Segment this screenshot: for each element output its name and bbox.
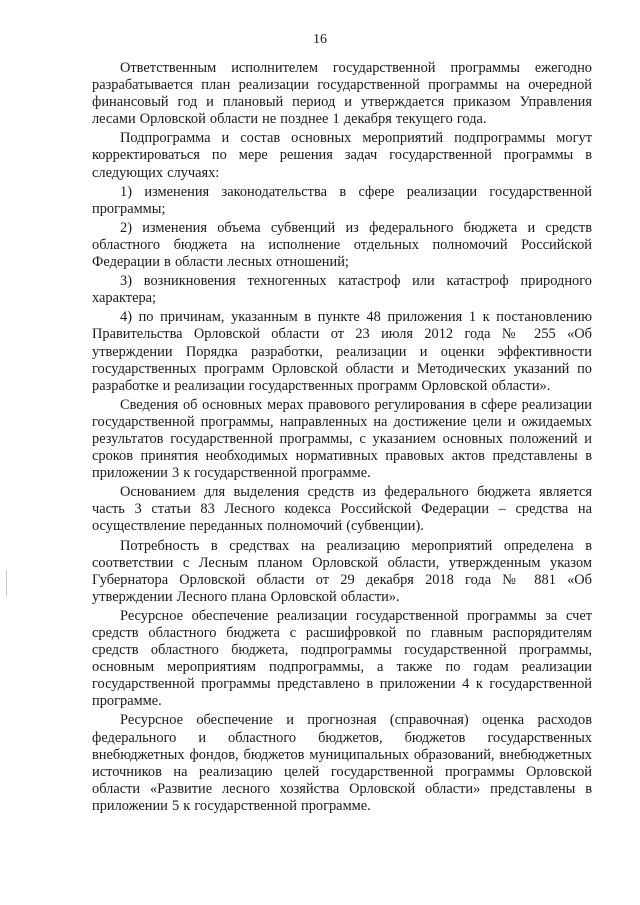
paragraph-regional-budget-resources: Ресурсное обеспечение реализации государственной программы за счет средств областного бюджета с расшифровкой по главным распорядителям средств областного бюджета, подпрограммы государственной программы, основным мероприятиям подпрограммы, а также по годам реализации государственной программы представлено в приложении 4 к государственной программе. [92, 607, 592, 710]
paragraph-adjustment-intro: Подпрограмма и состав основных мероприятий подпрограммы могут корректироваться по мере решения задач государственной программы в следующих случаях: [92, 130, 592, 181]
list-item-catastrophes: 3) возникновения техногенных катастроф или катастроф природного характера; [92, 273, 592, 307]
page-number: 16 [313, 32, 327, 47]
list-item-subventions: 2) изменения объема субвенций из федерального бюджета и средств областного бюджета на исполнение отдельных полномочий Российской Федерации в области лесных отношений; [92, 219, 592, 271]
list-item-legislation: 1) изменения законодательства в сфере реализации государственной программы; [92, 183, 592, 217]
scan-margin-mark [6, 570, 7, 596]
list-item-other-reasons: 4) по причинам, указанным в пункте 48 приложения 1 к постановлению Правительства Орловской области от 23 июля 2012 года № 255 «Об утверждении Порядка разработки, реализации и оценки эффективности государственных программ Орловской области и Методических указаний по разработке и реализации государственных программ Орловской области». [92, 309, 592, 394]
document-body [92, 60, 592, 817]
paragraph-legal-regulation: Сведения об основных мерах правового регулирования в сфере реализации государственной программы, направленных на достижение цели и ожидаемых результатов государственной программы, с указанием основных положений и сроков принятия необходимых нормативных правовых актов представлены в приложении 3 к государственной программе. [92, 396, 592, 482]
paragraph-annual-plan: Ответственным исполнителем государственной программы ежегодно разрабатывается план реализации государственной программы на очередной финансовый год и плановый период и утверждается приказом Управления лесами Орловской области не позднее 1 декабря текущего года. [92, 60, 592, 128]
paragraph-funding-needs: Потребность в средствах на реализацию мероприятий определена в соответствии с Лесным планом Орловской области, утвержденным указом Губернатора Орловской области от 29 декабря 2018 года № 881 «Об утверждении Лесного плана Орловской области». [92, 537, 592, 605]
paragraph-federal-funding-basis: Основанием для выделения средств из федерального бюджета является часть 3 статьи 83 Лесного кодекса Российской Федерации – средства на осуществление переданных полномочий (субвенции). [92, 484, 592, 535]
paragraph-forecast-resources: Ресурсное обеспечение и прогнозная (справочная) оценка расходов федерального и областного бюджетов, бюджетов государственных внебюджетных фондов, бюджетов муниципальных образований, внебюджетных источников на реализацию целей государственной программы Орловской области «Развитие лесного хозяйства Орловской области» представлены в приложении 5 к государственной программе. [92, 712, 592, 814]
